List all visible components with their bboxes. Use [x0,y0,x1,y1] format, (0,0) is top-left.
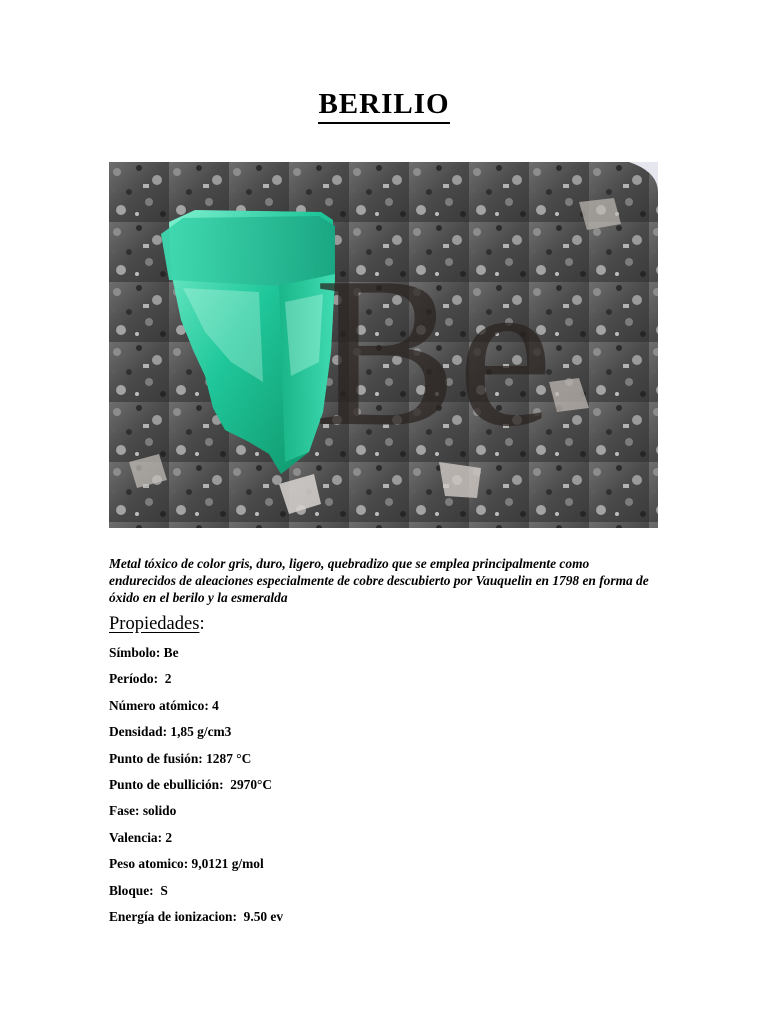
properties-heading-text: Propiedades [109,614,200,634]
properties-heading-colon: : [199,614,205,634]
property-melting-point: Punto de fusión: 1287 °C [109,750,252,766]
properties-heading [109,612,205,636]
property-density: Densidad: 1,85 g/cm3 [109,724,232,740]
properties-list [109,644,649,934]
property-boiling-point: Punto de ebullición: 2970°C [109,776,273,792]
property-atomic-weight: Peso atomico: 9,0121 g/mol [109,856,264,872]
property-atomic-number: Número atómico: 4 [109,697,219,713]
beryl-crystal-image [109,162,658,528]
property-valence: Valencia: 2 [109,829,173,845]
property-period: Período: 2 [109,671,172,687]
be-overlay-text: Be [314,232,553,471]
intro-paragraph: Metal tóxico de color gris, duro, ligero, quebradizo que se emplea principalmente como endurecidos de aleaciones especialmente de cobre descubierto por Vauquelin en 1798 en forma de óxido en el berilo y la esmeralda [109,556,649,605]
page-title [0,86,768,122]
property-phase: Fase: solido [109,803,177,819]
property-ionization-energy: Energía de ionizacion: 9.50 ev [109,908,284,924]
property-symbol: Símbolo: Be [109,645,179,660]
page-title-text: BERILIO [318,88,449,124]
property-block: Bloque: S [109,882,168,898]
